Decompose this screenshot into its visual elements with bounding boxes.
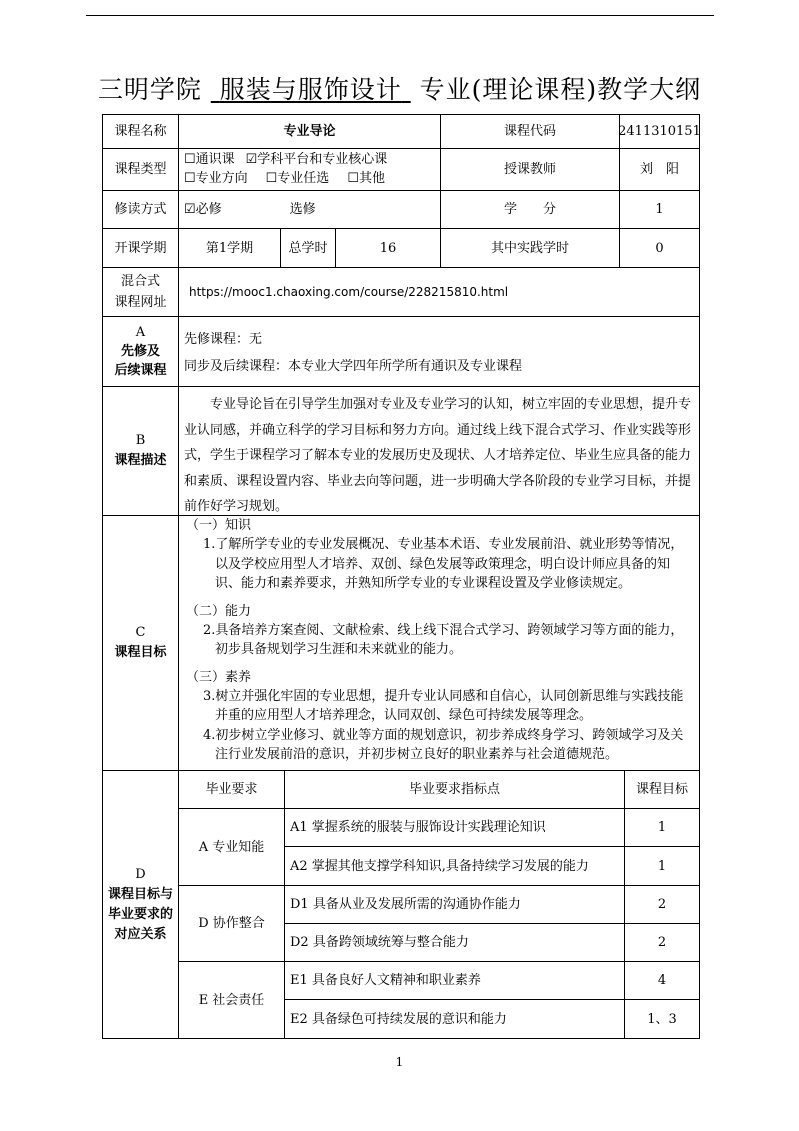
indicator-row-e1: E1 具备良好人文精神和职业素养 — [290, 973, 481, 988]
requirement-group-d: D 协作整合 — [198, 916, 265, 931]
term-value: 第1学期 — [205, 240, 254, 256]
followup-courses: 同步及后续课程：本专业大学四年所学所有通识及专业课程 — [184, 359, 523, 374]
mode-required: ☑必修 — [184, 202, 222, 217]
goal-3: 3.树立并强化牢固的专业思想，提升专业认同感和自信心，认同创新思维与实践技能并重的应用型人才培养理念，认同双创、绿色可持续发展等理念。 — [203, 688, 684, 723]
type-option-general: ☐通识课 — [184, 152, 235, 167]
goal-2: 2.具备培养方案查阅、文献检索、线上线下混合式学习、跨领域学习等方面的能力，初步具备规划学习生涯和未来就业的能力。 — [203, 622, 684, 657]
goal-cell-e2: 1、3 — [647, 1011, 677, 1027]
section-b-label: B 课程描述 — [114, 433, 167, 468]
page-number: 1 — [395, 1055, 404, 1069]
goal-cell-d1: 2 — [657, 897, 667, 912]
course-code: 2411310151 — [618, 124, 701, 139]
course-goals — [186, 516, 694, 765]
title-major: 服装与服饰设计 — [219, 75, 402, 104]
col-header-goal: 课程目标 — [635, 782, 688, 797]
goal-heading-quality: （三）素养 — [186, 669, 252, 685]
teacher-name: 刘 阳 — [639, 162, 679, 177]
goal-cell-d2: 2 — [657, 935, 667, 950]
title-suffix: 专业(理论课程)教学大纲 — [419, 75, 702, 104]
indicator-row-d1: D1 具备从业及发展所需的沟通协作能力 — [290, 897, 521, 912]
hours-label: 总学时 — [288, 240, 328, 256]
goal-cell-a2: 1 — [657, 858, 667, 874]
course-type-options — [184, 150, 440, 190]
course-name-label: 课程名称 — [114, 124, 167, 139]
section-c-label: C 课程目标 — [114, 625, 167, 660]
goal-heading-ability: （二）能力 — [186, 603, 252, 619]
goal-cell-a1: 1 — [657, 820, 667, 835]
goal-4: 4.初步树立学业修习、就业等方面的规划意识，初步养成终身学习、跨领域学习及关注行业发展前沿的意识，并初步树立良好的职业素养与社会道德规范。 — [203, 727, 684, 762]
course-url-link[interactable]: https://mooc1.chaoxing.com/course/228215810.html — [189, 284, 509, 299]
goal-heading-knowledge: （一）知识 — [186, 518, 252, 533]
credit-label: 学 分 — [503, 202, 556, 217]
practice-hours-value: 0 — [655, 240, 664, 256]
requirement-group-e: E 社会责任 — [198, 992, 265, 1008]
type-option-elective: ☐专业任选 — [265, 171, 330, 186]
teacher-label: 授课教师 — [503, 162, 556, 177]
indicator-row-a1: A1 掌握系统的服装与服饰设计实践理论知识 — [290, 820, 546, 835]
indicator-row-a2: A2 掌握其他支撑学科知识,具备持续学习发展的能力 — [290, 858, 589, 874]
mode-elective: 选修 — [289, 202, 316, 217]
section-d-label: D 课程目标与 毕业要求的 对应关系 — [107, 866, 173, 942]
course-url-label: 混合式 课程网址 — [114, 274, 167, 310]
study-mode-label: 修读方式 — [114, 202, 167, 217]
prerequisite-courses: 先修课程：无 — [184, 332, 263, 347]
hours-value: 16 — [379, 240, 397, 256]
section-a-content — [184, 326, 694, 380]
type-option-other: ☐其他 — [347, 171, 385, 186]
course-type-label: 课程类型 — [114, 162, 167, 177]
indicator-row-d2: D2 具备跨领域统筹与整合能力 — [290, 935, 469, 950]
course-description: 专业导论旨在引导学生加强对专业及专业学习的认知，树立牢固的专业思想，提升专业认同感，并确立科学的学习目标和努力方向。通过线上线下混合式学习、作业实践等形式，学生于课程学习了解本专业的发展历史及现状、人才培养定位、毕业生应具备的能力和素质、课程设置内容、毕业去向等问题，进一步明确大学各阶段的专业学习目标，并提前作好学习规划。 — [184, 397, 692, 514]
col-header-requirement: 毕业要求 — [205, 782, 258, 797]
goal-1: 1.了解所学专业的专业发展概况、专业基本术语、专业发展前沿、就业形势等情况，以及学校应用型人才培养、双创、绿色发展等政策理念，明白设计师应具备的知识、能力和素养要求，并熟知所学专业的专业课程设置及学业修读规定。 — [203, 537, 684, 591]
goal-cell-e1: 4 — [657, 973, 667, 988]
type-option-direction: ☐专业方向 — [184, 171, 248, 186]
requirement-group-a: A 专业知能 — [198, 839, 265, 855]
practice-hours-label: 其中实践学时 — [490, 240, 569, 256]
term-label: 开课学期 — [114, 240, 167, 256]
section-a-label: A 先修及 后续课程 — [114, 325, 167, 378]
course-name: 专业导论 — [283, 124, 336, 139]
title-school: 三明学院 — [97, 75, 202, 104]
study-mode-options — [184, 191, 440, 228]
course-code-label: 课程代码 — [503, 124, 556, 139]
indicator-row-e2: E2 具备绿色可持续发展的意识和能力 — [290, 1011, 507, 1027]
credit-value: 1 — [655, 202, 664, 217]
col-header-indicator: 毕业要求指标点 — [408, 782, 500, 797]
type-option-core: ☑学科平台和专业核心课 — [245, 152, 388, 167]
